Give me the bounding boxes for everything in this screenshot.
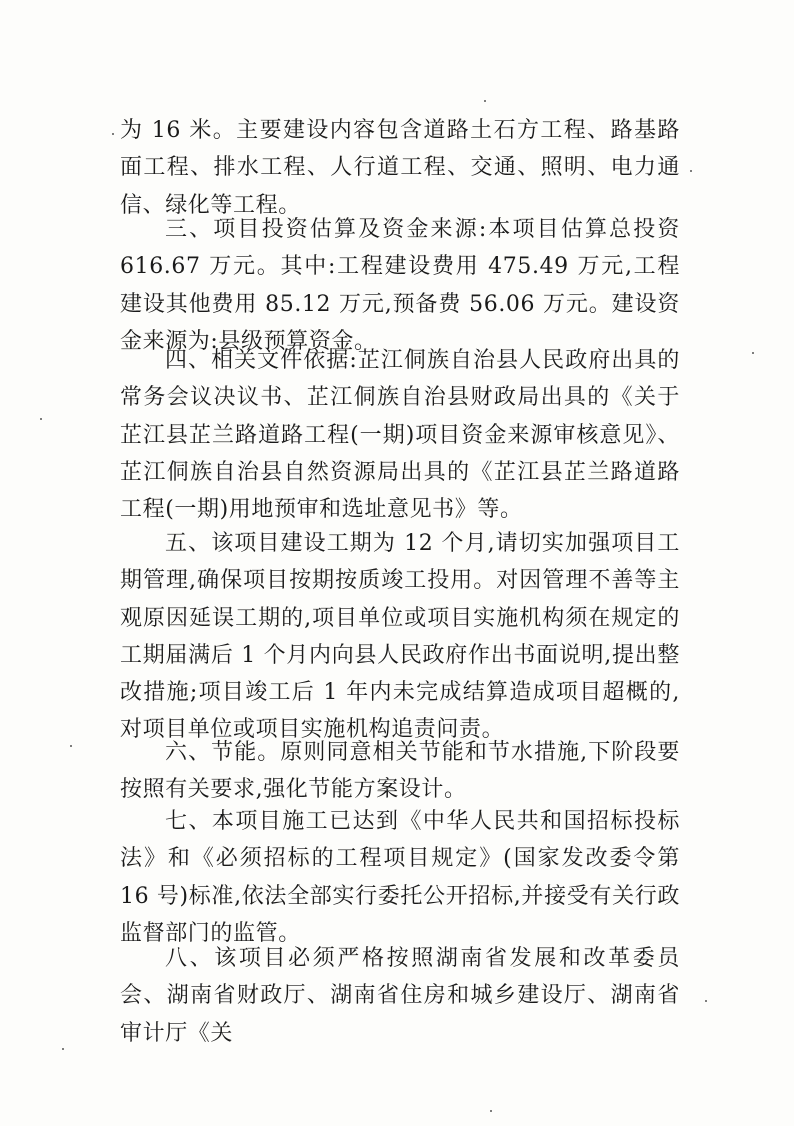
paragraph-schedule: 五、该项目建设工期为 12 个月,请切实加强项目工期管理,确保项目按期按质竣工投用。对因管理不善等主观原因延误工期的,项目单位或项目实施机构须在规定的工期届满后 1 个月内向县人民政府作出书面说明,提出整改措施;项目竣工后 1 年内未完成结算造成项目超概的,对项目单位或项目实施机构追责问责。 [120, 531, 680, 743]
scan-speck [62, 1048, 64, 1050]
paragraph-energy: 六、节能。原则同意相关节能和节水措施,下阶段要按照有关要求,强化节能方案设计。 [120, 740, 680, 803]
scan-speck [690, 170, 692, 172]
scan-speck [752, 352, 754, 354]
paragraph-investment: 三、项目投资估算及资金来源:本项目估算总投资 616.67 万元。其中:工程建设费用 475.49 万元,工程建设其他费用 85.12 万元,预备费 56.06 万元。建设资金来源为:县级预算资金。 [120, 217, 680, 354]
paragraph-scope-continuation: 为 16 米。主要建设内容包含道路土石方工程、路基路面工程、排水工程、人行道工程、交通、照明、电力通信、绿化等工程。 [120, 118, 680, 218]
paragraph-compliance: 八、该项目必须严格按照湖南省发展和改革委员会、湖南省财政厅、湖南省住房和城乡建设厅、湖南省审计厅《关 [120, 946, 680, 1046]
paragraph-documents: 四、相关文件依据:芷江侗族自治县人民政府出具的常务会议决议书、芷江侗族自治县财政局出具的《关于芷江县芷兰路道路工程(一期)项目资金来源审核意见》、芷江侗族自治县自然资源局出具的《芷江县芷兰路道路工程(一期)用地预审和选址意见书》等。 [120, 348, 680, 523]
scan-speck [705, 1000, 707, 1002]
paragraph-bidding: 七、本项目施工已达到《中华人民共和国招标投标法》和《必须招标的工程项目规定》(国家发改委令第 16 号)标准,依法全部实行委托公开招标,并接受有关行政监督部门的监管。 [120, 809, 680, 946]
scan-speck [40, 418, 42, 420]
scan-speck [490, 1110, 492, 1112]
scan-speck [70, 745, 72, 747]
scan-speck [112, 133, 114, 135]
scan-speck [484, 100, 486, 102]
